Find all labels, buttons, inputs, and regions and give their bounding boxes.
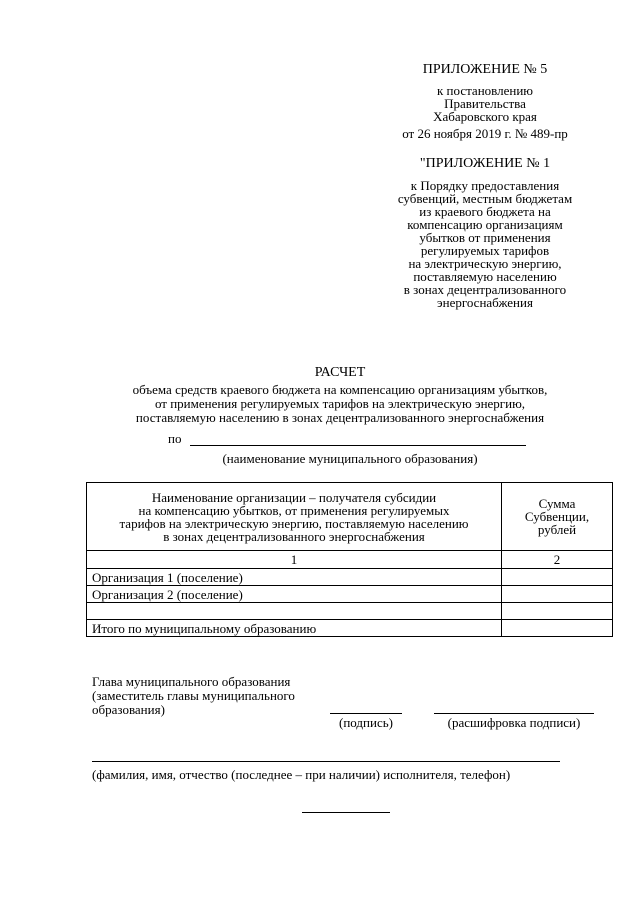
decoding-hint: (расшифровка подписи) — [447, 715, 581, 730]
calc-subtitle-line: от применения регулируемых тарифов на электрическую энергию, — [154, 396, 526, 411]
calculation-table — [86, 482, 613, 637]
appendix-5-title: ПРИЛОЖЕНИЕ № 5 — [422, 62, 548, 77]
total-label-cell: Итого по муниципальному образованию — [87, 620, 502, 637]
col1-header-line: на компенсацию убытков, от применения регулируемых — [138, 502, 450, 518]
col1-header-line: Наименование организации – получателя субсидии — [151, 489, 437, 505]
appendix-1-line: в зонах децентрализованного — [403, 282, 567, 297]
end-divider — [302, 812, 390, 813]
org-name-cell — [87, 603, 502, 620]
calc-subtitle-line: объема средств краевого бюджета на компенсацию организациям убытков, — [132, 382, 548, 397]
appendix-1-line: энергоснабжения — [437, 295, 533, 310]
col-number: 2 — [502, 551, 613, 569]
table-row — [87, 569, 613, 586]
government-ref: Правительства — [444, 96, 526, 111]
amount-cell — [502, 603, 613, 620]
table-row — [87, 586, 613, 603]
head-title-line: образования) — [92, 702, 165, 717]
po-label: по — [168, 431, 182, 446]
calc-title: РАСЧЕТ — [314, 365, 366, 380]
total-amount-cell — [502, 620, 613, 637]
table-row — [87, 603, 613, 620]
col-number: 1 — [87, 551, 502, 569]
decoding-line — [434, 713, 594, 714]
appendix-1-line: к Порядку предоставления — [410, 178, 560, 193]
col1-header — [87, 483, 502, 551]
municipality-hint: (наименование муниципального образования) — [222, 451, 478, 466]
appendix-1-line: из краевого бюджета на — [419, 204, 551, 219]
col2-header-line: рублей — [537, 522, 577, 537]
executor-line — [92, 761, 560, 762]
org-name-cell: Организация 1 (поселение) — [87, 569, 502, 586]
col2-header-line: Субвенции, — [524, 509, 590, 524]
col2-header — [502, 483, 613, 551]
col2-header-line: Сумма — [538, 496, 576, 511]
resolution-date: от 26 ноября 2019 г. № 489-пр — [402, 126, 568, 141]
org-name-cell: Организация 2 (поселение) — [87, 586, 502, 603]
executor-hint: (фамилия, имя, отчество (последнее – при наличии) исполнителя, телефон) — [92, 767, 511, 782]
appendix-1-line: убытков от применения — [419, 230, 551, 245]
table-number-row — [87, 551, 613, 569]
table-total-row — [87, 620, 613, 637]
appendix-1-line: поставляемую населению — [413, 269, 557, 284]
head-title-line: (заместитель главы муниципального — [92, 688, 295, 703]
col1-header-line: тарифов на электрическую энергию, поставляемую населению — [119, 515, 469, 531]
appendix-1-line: субвенций, местным бюджетам — [397, 191, 573, 206]
signature-hint: (подпись) — [339, 715, 393, 730]
appendix-1-title: "ПРИЛОЖЕНИЕ № 1 — [419, 156, 551, 171]
amount-cell — [502, 586, 613, 603]
resolution-ref: к постановлению — [436, 83, 534, 98]
signature-line — [330, 713, 402, 714]
calc-subtitle-line: поставляемую населению в зонах децентрализованного энергоснабжения — [135, 410, 545, 425]
col1-header-line: в зонах децентрализованного энергоснабжения — [163, 528, 425, 544]
table-header-row — [87, 483, 613, 551]
region-ref: Хабаровского края — [433, 109, 537, 124]
appendix-1-line: на электрическую энергию, — [408, 256, 562, 271]
municipality-line — [190, 445, 526, 446]
head-title-line: Глава муниципального образования — [92, 674, 291, 689]
amount-cell — [502, 569, 613, 586]
appendix-1-line: компенсацию организациям — [407, 217, 563, 232]
appendix-1-line: регулируемых тарифов — [420, 243, 550, 258]
